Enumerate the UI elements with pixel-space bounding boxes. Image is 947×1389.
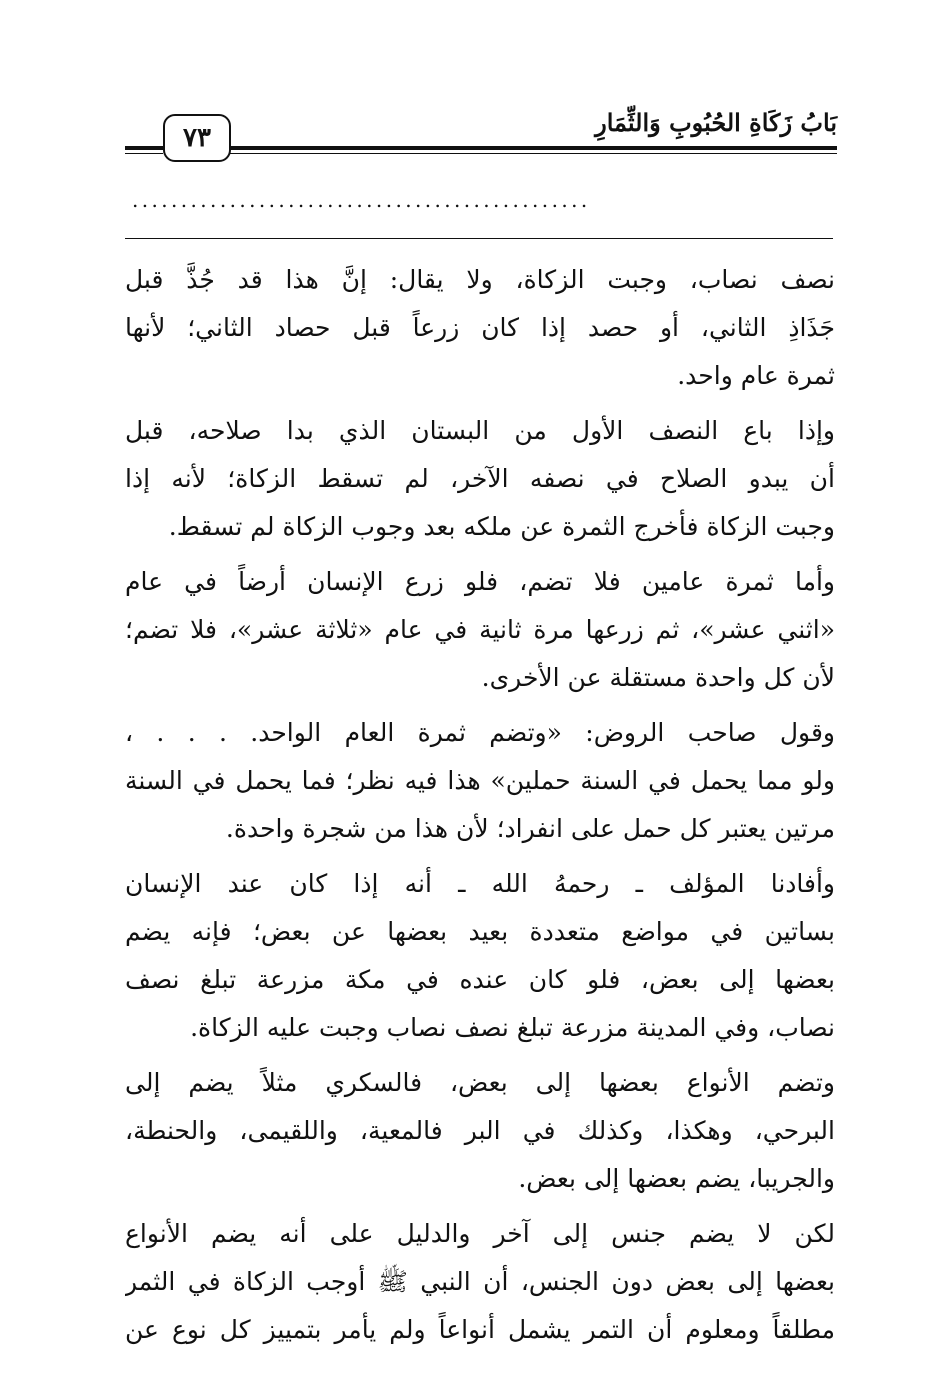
text-line: وإذا باع النصف الأول من البستان الذي بدا صلاحه، قبل	[125, 416, 835, 445]
text-line: وجبت الزكاة فأخرج الثمرة عن ملكه بعد وجوب الزكاة لم تسقط.	[168, 512, 835, 541]
text-line: نصاب، وفي المدينة مزرعة تبلغ نصف نصاب وجبت عليه الزكاة.	[190, 1013, 835, 1042]
paragraph	[125, 1210, 835, 1354]
text-line: جَذَاذِ الثاني، أو حصد إذا كان زرعاً قبل حصاد الثاني؛ لأنها	[125, 313, 835, 342]
text-line: بعضها إلى بعض، فلو كان عنده في مكة مزرعة تبلغ نصف	[125, 965, 835, 994]
text-line: مطلقاً ومعلوم أن التمر يشمل أنواعاً ولم يأمر بتمييز كل نوع عن	[125, 1315, 835, 1344]
text-line: نصف نصاب، وجبت الزكاة، ولا يقال: إنَّ هذا قد جُذَّ قبل	[125, 265, 835, 294]
text-line: وأما ثمرة عامين فلا تضم، فلو زرع الإنسان أرضاً في عام	[125, 567, 835, 596]
paragraph	[125, 709, 835, 853]
paragraph	[125, 860, 835, 1052]
text-line: وتضم الأنواع بعضها إلى بعض، فالسكري مثلاً يضم إلى	[125, 1068, 835, 1097]
header-rule-thick	[229, 146, 837, 150]
separator-dots: ...............................................	[132, 188, 591, 212]
paragraph	[125, 1059, 835, 1203]
text-line: ثمرة عام واحد.	[677, 361, 835, 390]
text-line: بعضها إلى بعض دون الجنس، أن النبي ﷺ أوجب الزكاة في الثمر	[125, 1267, 835, 1296]
body-text	[125, 256, 835, 1354]
text-line: مرتين يعتبر كل حمل على انفراد؛ لأن هذا من شجرة واحدة.	[225, 814, 835, 843]
text-line: البرحي، وهكذا، وكذلك في البر فالمعية، واللقيمى، والحنطة،	[125, 1116, 835, 1145]
text-line: لكن لا يضم جنس إلى آخر والدليل على أنه يضم الأنواع	[125, 1219, 835, 1248]
header-rule-thin	[229, 153, 837, 154]
paragraph	[125, 407, 835, 551]
text-line: وأفادنا المؤلف ـ رحمهُ الله ـ أنه إذا كان عند الإنسان	[125, 869, 835, 898]
text-line: ولو مما يحمل في السنة حملين» هذا فيه نظر؛ فما يحمل في السنة	[125, 766, 835, 795]
header-rule-left-thick	[125, 146, 163, 150]
page-number: ٧٣	[163, 114, 231, 162]
running-title: بَابُ زَكَاةِ الحُبُوبِ وَالثِّمَارِ	[595, 108, 837, 137]
header-rule-left-thin	[125, 153, 163, 154]
page-header	[125, 108, 837, 162]
text-line: بساتين في مواضع متعددة بعيد بعضها عن بعض؛ فإنه يضم	[125, 917, 835, 946]
paragraph	[125, 558, 835, 702]
paragraph	[125, 256, 835, 400]
text-line: وقول صاحب الروض: «وتضم ثمرة العام الواحد. . . . ،	[125, 718, 835, 747]
text-line: أن يبدو الصلاح في نصفه الآخر، لم تسقط الزكاة؛ لأنه إذا	[125, 464, 835, 493]
text-line: والجريبا، يضم بعضها إلى بعض.	[518, 1164, 835, 1193]
text-line: لأن كل واحدة مستقلة عن الأخرى.	[481, 663, 835, 692]
text-line: «اثني عشر»، ثم زرعها مرة ثانية في عام «ثلاثة عشر»، فلا تضم؛	[125, 615, 835, 644]
separator-rule	[125, 238, 833, 239]
